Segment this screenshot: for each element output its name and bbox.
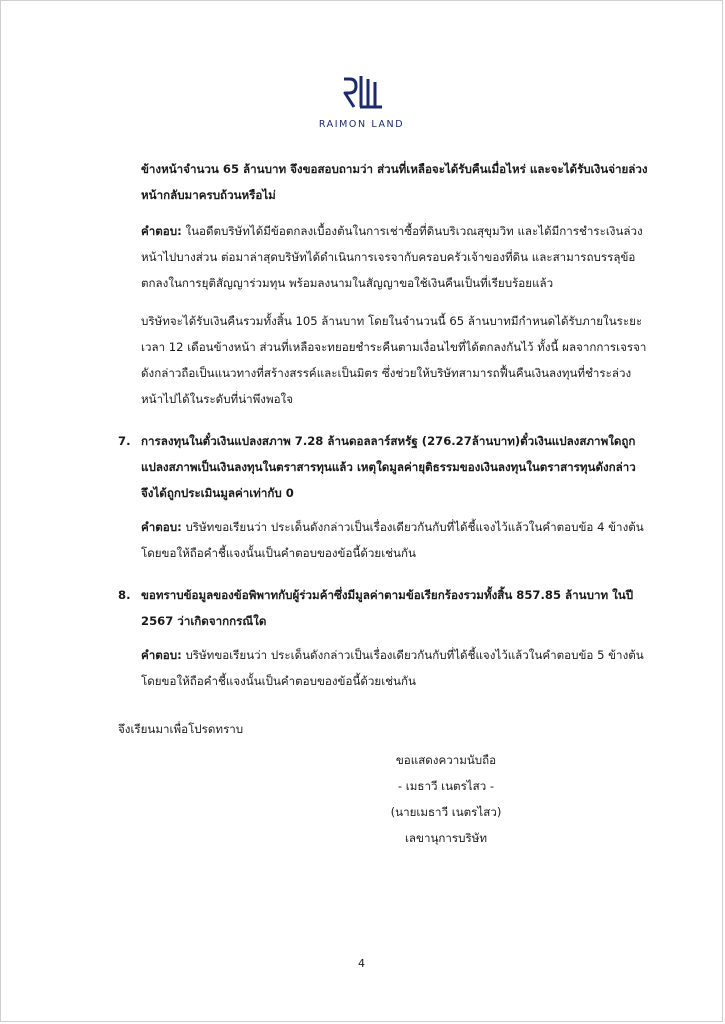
full-name: (นายเมธาวี เนตรไสว) — [390, 805, 502, 819]
answer-8 — [141, 642, 648, 694]
answer-text: ในอดีตบริษัทได้มีข้อตกลงเบื้องต้นในการเช่าซื้อที่ดินบริเวณสุขุมวิท และได้มีการชำระเงินล่วงหน้าไปบางส่วน ต่อมาล่าสุดบริษัทได้ดำเนินการเจรจากับครอบครัวเจ้าของที่ดิน และสามารถบรรลุข้อตกลงในการยุติสัญญาร่วมทุน พร้อมลงนามในสัญญาขอใช้เงินคืนเป็นที่เรียบร้อยแล้ว — [141, 224, 643, 290]
signature-block — [381, 747, 511, 851]
question-text: การลงทุนในตั๋วเงินแปลงสภาพ 7.28 ล้านดอลลาร์สหรัฐ (276.27ล้านบาท)ตั๋วเงินแปลงสภาพใดถูกแปลงสภาพเป็นเงินลงทุนในตราสารทุนแล้ว เหตุใดมูลค่ายุติธรรมของเงินลงทุนในตราสารทุนดังกล่าวจึงได้ถูกประเมินมูลค่าเท่ากับ 0 — [141, 434, 636, 500]
raimon-land-logo-icon — [340, 73, 384, 113]
answer-label: คำตอบ: — [141, 224, 182, 238]
signed-name: - เมธาวี เนตรไสว - — [397, 779, 495, 793]
company-logo — [1, 73, 722, 130]
question-continuation: ข้างหน้าจำนวน 65 ล้านบาท จึงขอสอบถามว่า ส่วนที่เหลือจะได้รับคืนเมื่อไหร่ และจะได้รับเงินจ่ายล่วงหน้ากลับมาครบถ้วนหรือไม่ — [141, 162, 648, 202]
question-7 — [118, 428, 648, 506]
answer-paragraph — [141, 218, 648, 296]
answer-label: คำตอบ: — [141, 520, 182, 534]
regards-line: ขอแสดงความนับถือ — [395, 753, 497, 767]
answer-text: บริษัทขอเรียนว่า ประเด็นดังกล่าวเป็นเรื่องเดียวกันกับที่ได้ชี้แจงไว้แล้วในคำตอบข้อ 4 ข้างต้น โดยขอให้ถือคำชี้แจงนั้นเป็นคำตอบของข้อนี้ด้วยเช่นกัน — [141, 520, 644, 560]
document-body — [118, 156, 648, 754]
position-title: เลขานุการบริษัท — [404, 831, 488, 845]
closing-line: จึงเรียนมาเพื่อโปรดทราบ — [118, 722, 244, 736]
question-number: 8. — [118, 588, 131, 602]
answer-label: คำตอบ: — [141, 648, 182, 662]
company-name: RAIMON LAND — [318, 119, 405, 130]
answer-text: บริษัทขอเรียนว่า ประเด็นดังกล่าวเป็นเรื่องเดียวกันกับที่ได้ชี้แจงไว้แล้วในคำตอบข้อ 5 ข้างต้น โดยขอให้ถือคำชี้แจงนั้นเป็นคำตอบของข้อนี้ด้วยเช่นกัน — [141, 648, 644, 688]
question-8 — [118, 582, 648, 634]
answer-7 — [141, 514, 648, 566]
page-number: 4 — [358, 957, 365, 970]
question-number: 7. — [118, 434, 131, 448]
answer-paragraph-2: บริษัทจะได้รับเงินคืนรวมทั้งสิ้น 105 ล้านบาท โดยในจำนวนนี้ 65 ล้านบาทมีกำหนดได้รับภายในระยะเวลา 12 เดือนข้างหน้า ส่วนที่เหลือจะทยอยชำระคืนตามเงื่อนไขที่ได้ตกลงกันไว้ ทั้งนี้ ผลจากการเจรจาดังกล่าวถือเป็นแนวทางที่สร้างสรรค์และเป็นมิตร ซึ่งช่วยให้บริษัทสามารถฟื้นคืนเงินลงทุนที่ชำระล่วงหน้าไปได้ในระดับที่น่าพึงพอใจ — [141, 314, 647, 406]
question-text: ขอทราบข้อมูลของข้อพิพาทกับผู้ร่วมค้าซึ่งมีมูลค่าตามข้อเรียกร้องรวมทั้งสิ้น 857.85 ล้านบาท ในปี 2567 ว่าเกิดจากกรณีใด — [141, 588, 634, 628]
